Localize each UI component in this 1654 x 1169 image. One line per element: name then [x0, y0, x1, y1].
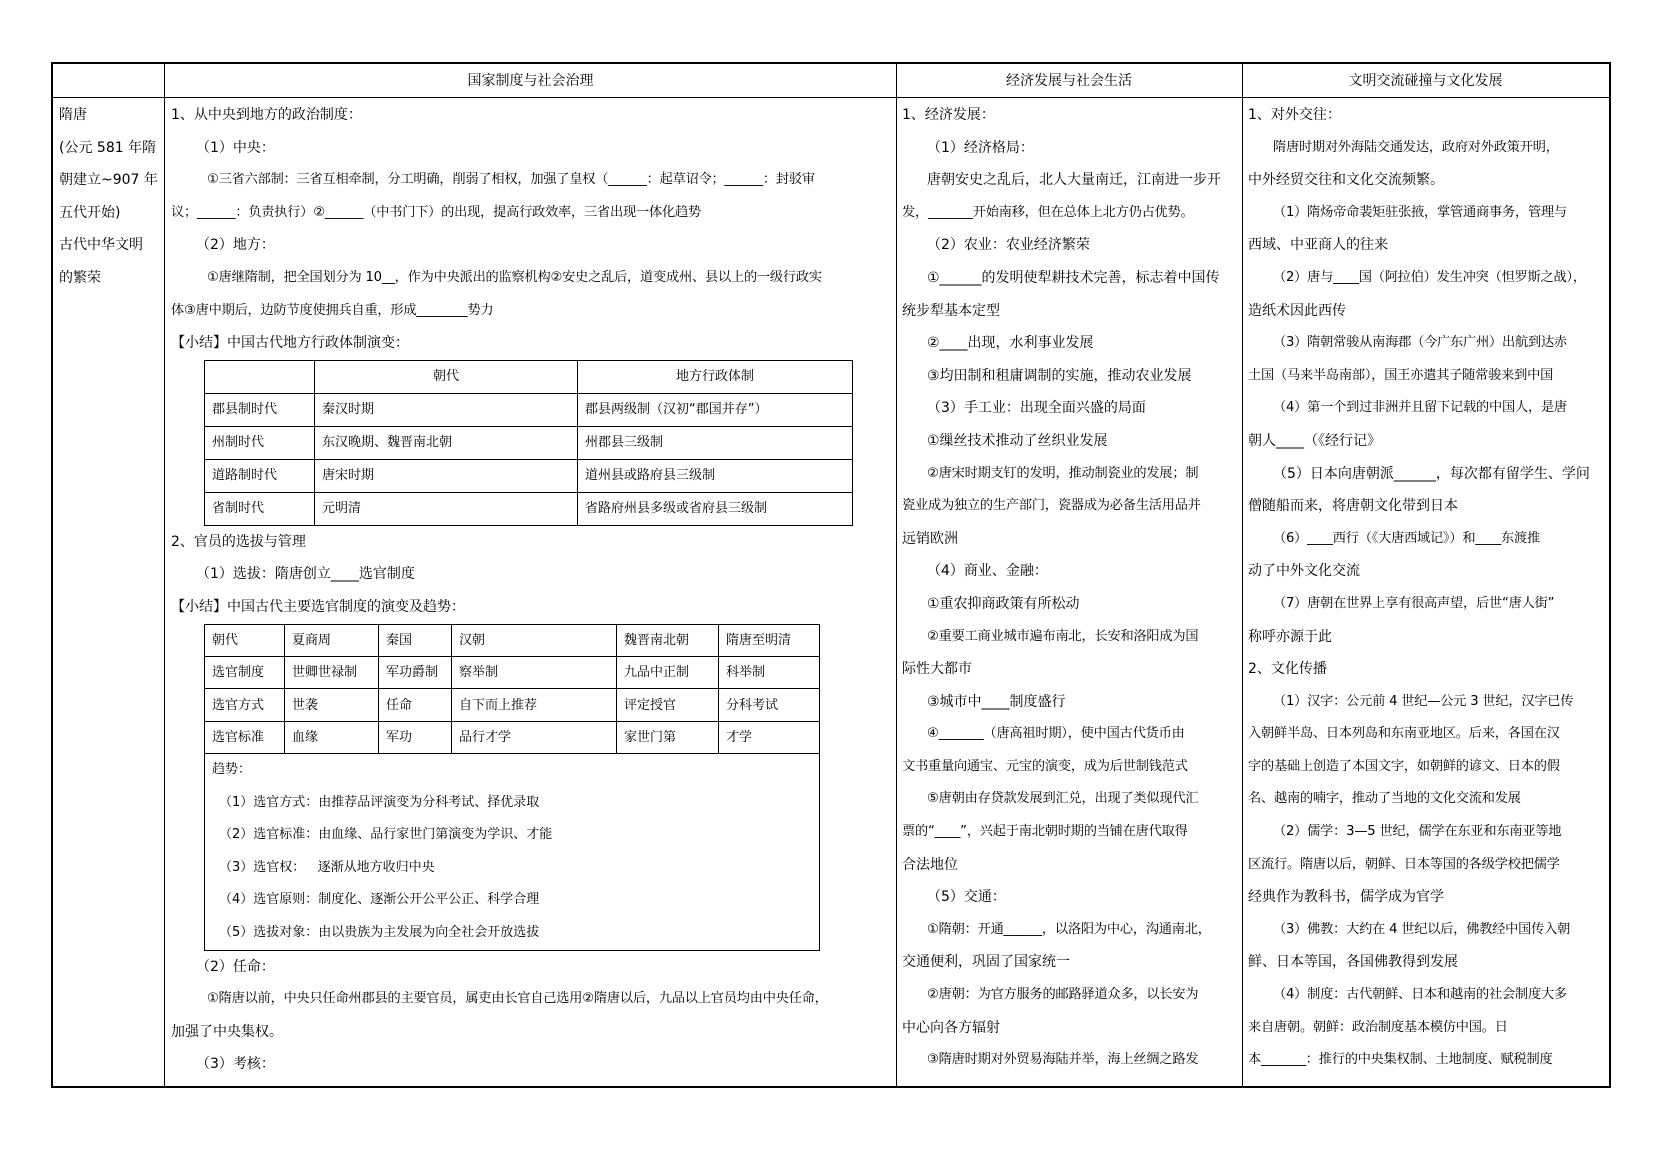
- table-cell: 评定授官: [617, 689, 719, 721]
- column-line: ⑤唐朝由存贷款发展到汇兑，出现了类似现代汇: [927, 791, 1199, 807]
- column-line: 字的基础上创造了本国文字，如朝鲜的谚文、日本的假: [1248, 758, 1560, 774]
- table-cell: 世袭: [285, 689, 379, 721]
- table-cell: 品行才学: [452, 721, 617, 753]
- period-line: (公元 581 年隋: [59, 139, 157, 156]
- table-row: [205, 624, 820, 656]
- column-line: （1）隋炀帝命裴矩驻张掖，掌管通商事务，管理与: [1273, 204, 1567, 220]
- section-heading: 1、经济发展：: [902, 107, 995, 123]
- trend-title: 趋势：: [212, 762, 252, 778]
- column-line: 西域、中亚商人的往来: [1248, 237, 1388, 254]
- table-row: [205, 492, 853, 525]
- governance-line: 加强了中央集权。: [171, 1023, 283, 1040]
- table-cell: 郡县制时代: [205, 393, 315, 426]
- governance-line: （1）中央：: [196, 139, 275, 156]
- column-line: （4）制度：古代朝鲜、日本和越南的社会制度大多: [1273, 987, 1567, 1003]
- table-cell: 省路府州县多级或省府县三级制: [578, 492, 853, 525]
- table-cell: 秦国: [379, 624, 452, 656]
- document-frame: [51, 62, 1611, 1088]
- governance-line: ①隋唐以前，中央只任命州郡县的主要官员，属吏由长官自己选用②隋唐以后，九品以上官员均由中央任命，: [207, 991, 828, 1007]
- table-header-cell: 地方行政体制: [578, 360, 853, 393]
- column-line: （2）农业：农业经济繁荣: [927, 237, 1090, 254]
- table-cell: 选官标准: [205, 721, 285, 753]
- column-line: （2）唐与____国（阿拉伯）发生冲突（怛罗斯之战），: [1273, 269, 1586, 285]
- period-line: 朝建立~907 年: [59, 172, 158, 189]
- governance-line: 1、从中央到地方的政治制度：: [171, 107, 362, 123]
- column-line: 中外经贸交往和文化交流频繁。: [1248, 172, 1444, 189]
- column-line: （3）佛教：大约在 4 世纪以后，佛教经中国传入朝: [1273, 921, 1571, 937]
- column-line: 僧随船而来，将唐朝文化带到日本: [1248, 498, 1458, 515]
- column-line: （7）唐朝在世界上享有很高声望，后世“唐人街”: [1273, 595, 1555, 611]
- table-cell: 道路制时代: [205, 459, 315, 492]
- table-cell: 军功: [379, 721, 452, 753]
- column-line: （5）交通：: [927, 889, 1006, 906]
- summary-heading: 【小结】中国古代地方行政体制演变：: [171, 335, 409, 352]
- column-line: ①重农抑商政策有所松动: [927, 595, 1080, 612]
- governance-line: ①三省六部制：三省互相牵制，分工明确，削弱了相权，加强了皇权（______：起草诏令；______：封驳审: [207, 172, 815, 188]
- header-governance: 国家制度与社会治理: [165, 64, 896, 98]
- column-line: 合法地位: [902, 856, 958, 873]
- table-cell: 省制时代: [205, 492, 315, 525]
- column-line: 动了中外文化交流: [1248, 563, 1360, 580]
- column-line: （5）日本向唐朝派______，每次都有留学生、学问: [1273, 465, 1590, 482]
- governance-line: 议；______：负责执行）②______（中书门下）的出现，提高行政效率，三省出现一体化趋势: [171, 204, 701, 220]
- column-line: ②唐朝：为官方服务的邮路驿道众多，以长安为: [927, 987, 1199, 1003]
- table-row: [205, 689, 820, 721]
- governance-line: （2）地方：: [196, 237, 275, 254]
- column-divider: [164, 64, 165, 1086]
- table-cell: 道州县或路府县三级制: [578, 459, 853, 492]
- governance-line: （3）考核：: [196, 1056, 275, 1073]
- table-cell: 郡县两级制（汉初“郡国并存”）: [578, 393, 853, 426]
- column-line: ①______的发明使犁耕技术完善，标志着中国传: [927, 269, 1220, 286]
- summary-heading: 【小结】中国古代主要选官制度的演变及趋势：: [171, 598, 465, 615]
- column-line: 隋唐时期对外海陆交通发达，政府对外政策开明，: [1273, 139, 1559, 155]
- column-line: ②____出现，水利事业发展: [927, 335, 1094, 352]
- column-line: ②重要工商业城市遍布南北，长安和洛阳成为国: [927, 628, 1199, 644]
- table-cell: 军功爵制: [379, 656, 452, 688]
- governance-column: [171, 99, 891, 1081]
- column-divider: [1242, 64, 1243, 1086]
- trend-item: （2）选官标准：由血缘、品行家世门第演变为学识、才能: [219, 827, 553, 843]
- trend-item: （5）选拔对象：由以贵族为主发展为向全社会开放选拔: [219, 925, 540, 941]
- column-line: 本_______：推行的中央集权制、土地制度、赋税制度: [1248, 1052, 1553, 1068]
- table-cell: 夏商周: [285, 624, 379, 656]
- header-culture: 文明交流碰撞与文化发展: [1242, 64, 1609, 98]
- period-line: 古代中华文明: [59, 237, 143, 254]
- admin-system-table: [204, 360, 853, 526]
- table-header-cell: 朝代: [315, 360, 578, 393]
- column-line: 称呼亦源于此: [1248, 628, 1332, 645]
- column-line: （6）____西行（《大唐西域记》）和____东渡推: [1273, 530, 1540, 546]
- column-line: （4）第一个到过非洲并且留下记载的中国人，是唐: [1273, 400, 1567, 416]
- table-cell: 州制时代: [205, 426, 315, 459]
- column-line: ①缫丝技术推动了丝织业发展: [927, 432, 1108, 449]
- column-line: 鲜、日本等国，各国佛教得到发展: [1248, 954, 1458, 971]
- column-line: （1）经济格局：: [927, 139, 1034, 156]
- column-line: 票的“____”，兴起于南北朝时期的当铺在唐代取得: [902, 824, 1188, 840]
- column-line: 际性大都市: [902, 661, 972, 678]
- table-cell: 汉朝: [452, 624, 617, 656]
- table-cell: 科举制: [719, 656, 820, 688]
- table-cell: 才学: [719, 721, 820, 753]
- section-heading: 1、对外交往：: [1248, 107, 1341, 123]
- column-line: 远销欧洲: [902, 530, 958, 547]
- table-header-row: [205, 360, 853, 393]
- table-cell: 选官制度: [205, 656, 285, 688]
- column-line: 区流行。隋唐以后，朝鲜、日本等国的各级学校把儒学: [1248, 856, 1560, 872]
- table-row: [205, 656, 820, 688]
- economy-column: [902, 99, 1238, 1077]
- column-line: 土国（马来半岛南部），国王亦遣其子随常骏来到中国: [1248, 367, 1554, 383]
- column-line: 交通便利，巩固了国家统一: [902, 954, 1070, 971]
- table-cell: 任命: [379, 689, 452, 721]
- header-economy: 经济发展与社会生活: [896, 64, 1242, 98]
- official-selection-table: [204, 624, 820, 951]
- column-line: （1）汉字：公元前 4 世纪—公元 3 世纪，汉字已传: [1273, 693, 1574, 709]
- column-line: （4）商业、金融：: [927, 563, 1048, 580]
- column-line: 统步犁基本定型: [902, 302, 1000, 319]
- table-header-cell: [205, 360, 315, 393]
- column-line: 入朝鲜半岛、日本列岛和东南亚地区。后来，各国在汉: [1248, 726, 1560, 742]
- column-line: ②唐宋时期支钉的发明，推动制瓷业的发展；制: [927, 465, 1199, 481]
- column-divider: [896, 64, 897, 1086]
- table-row: [205, 459, 853, 492]
- column-line: 名、越南的喃字，推动了当地的文化交流和发展: [1248, 791, 1521, 807]
- table-cell: 魏晋南北朝: [617, 624, 719, 656]
- column-line: 来自唐朝。朝鲜：政治制度基本模仿中国。日: [1248, 1019, 1508, 1035]
- governance-line: （1）选拔：隋唐创立____选官制度: [196, 566, 415, 583]
- table-cell: 东汉晚期、魏晋南北朝: [315, 426, 578, 459]
- column-line: 瓷业成为独立的生产部门，瓷器成为必备生活用品并: [902, 498, 1201, 514]
- column-line: 朝人____（《经行记》: [1248, 432, 1381, 449]
- table-cell: 九品中正制: [617, 656, 719, 688]
- column-line: （3）隋朝常骏从南海郡（今广东广州）出航到达赤: [1273, 335, 1567, 351]
- table-cell: 分科考试: [719, 689, 820, 721]
- table-row: [205, 426, 853, 459]
- governance-line: ①唐继隋制，把全国划分为 10__，作为中央派出的监察机构②安史之乱后，道变成州、县以上的一级行政实: [207, 269, 822, 285]
- column-line: ③城市中____制度盛行: [927, 693, 1066, 710]
- table-cell: 隋唐至明清: [719, 624, 820, 656]
- table-cell: 州郡县三级制: [578, 426, 853, 459]
- table-cell: 朝代: [205, 624, 285, 656]
- column-line: ①隋朝：开通______，以洛阳为中心，沟通南北，: [927, 921, 1211, 937]
- column-line: ③均田制和租庸调制的实施，推动农业发展: [927, 367, 1192, 384]
- governance-line: （2）任命：: [196, 958, 275, 975]
- period-column: [59, 99, 161, 295]
- trend-row: [205, 754, 820, 951]
- column-line: 造纸术因此西传: [1248, 302, 1346, 319]
- column-line: ④_______（唐高祖时期），使中国古代货币由: [927, 726, 1185, 742]
- trend-item: （4）选官原则：制度化、逐渐公开公平公正、科学合理: [219, 892, 540, 908]
- column-line: 文书重量向通宝、元宝的演变，成为后世制钱范式: [902, 758, 1188, 774]
- governance-line: 2、官员的选拔与管理: [171, 533, 306, 550]
- column-line: 发，_______开始南移，但在总体上北方仍占优势。: [902, 204, 1194, 220]
- trend-item: （1）选官方式：由推荐品评演变为分科考试、择优录取: [219, 794, 540, 810]
- period-line: 隋唐: [59, 107, 87, 123]
- table-cell: 世卿世禄制: [285, 656, 379, 688]
- column-line: （2）儒学：3—5 世纪，儒学在东亚和东南亚等地: [1273, 824, 1562, 840]
- column-line: ③隋唐时期对外贸易海陆并举，海上丝绸之路发: [927, 1052, 1199, 1068]
- table-cell: 察举制: [452, 656, 617, 688]
- table-cell: 秦汉时期: [315, 393, 578, 426]
- column-line: 唐朝安史之乱后，北人大量南迁，江南进一步开: [927, 172, 1221, 189]
- table-cell: 自下而上推荐: [452, 689, 617, 721]
- period-line: 的繁荣: [59, 269, 101, 286]
- trend-item: （3）选官权： 逐渐从地方收归中央: [219, 859, 435, 875]
- section-heading: 2、文化传播: [1248, 661, 1327, 678]
- governance-line: 体③唐中期后，边防节度使拥兵自重，形成________势力: [171, 302, 494, 318]
- column-line: 经典作为教科书，儒学成为官学: [1248, 889, 1444, 906]
- table-row: [205, 393, 853, 426]
- table-cell: 血缘: [285, 721, 379, 753]
- period-line: 五代开始): [59, 204, 121, 221]
- table-cell: 唐宋时期: [315, 459, 578, 492]
- column-line: （3）手工业：出现全面兴盛的局面: [927, 400, 1146, 417]
- table-cell: 元明清: [315, 492, 578, 525]
- table-cell: 选官方式: [205, 689, 285, 721]
- culture-column: [1248, 99, 1604, 1077]
- trend-box: [205, 754, 819, 950]
- header-empty-cell: [53, 64, 165, 98]
- table-cell: 家世门第: [617, 721, 719, 753]
- column-line: 中心向各方辐射: [902, 1019, 1000, 1036]
- table-row: [205, 721, 820, 753]
